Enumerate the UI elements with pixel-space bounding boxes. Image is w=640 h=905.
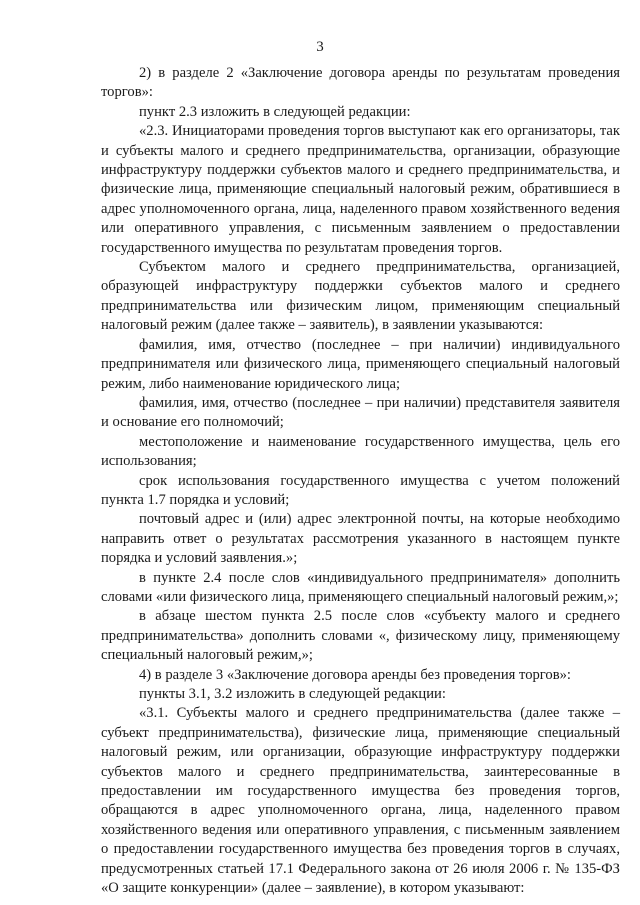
paragraph-point-2-3-text: «2.3. Инициаторами проведения торгов выступают как его организаторы, так и субъекты малого и среднего предпринимательства, организации, образующие инфраструктуру поддержки субъектов малого и среднего предпринимательства, и физические лица, применяющие специальный налоговый режим, обратившиеся в адрес уполномоченного органа, лица, наделенного правом хозяйственного ведения или оперативного управления, с письменным заявлением о предоставлении государственного имущества по результатам проведения торгов. — [101, 123, 620, 256]
paragraph-section-3-heading: 4) в разделе 3 «Заключение договора аренды без проведения торгов»: — [139, 666, 571, 683]
paragraph-list-item-address: почтовый адрес и (или) адрес электронной почты, на которые необходимо направить ответ о результатах рассмотрения указанного в настоящем пункте порядка и условий заявления.»; — [101, 511, 620, 567]
paragraph-list-item-name: фамилия, имя, отчество (последнее – при наличии) индивидуального предпринимателя или физического лица, применяющего специальный налоговый режим, либо наименование юридического лица; — [101, 336, 620, 392]
paragraph-list-item-term: срок использования государственного имущества с учетом положений пункта 1.7 порядка и условий; — [101, 472, 620, 508]
paragraph-section-2-heading: 2) в разделе 2 «Заключение договора аренды по результатам проведения торгов»: — [101, 65, 620, 101]
paragraph-list-item-representative: фамилия, имя, отчество (последнее – при наличии) представителя заявителя и основание его полномочий; — [101, 394, 620, 431]
paragraph-applicant-definition: Субъектом малого и среднего предпринимательства, организацией, образующей инфраструктуру поддержки субъектов малого и среднего предпринимательства или физическим лицом, применяющим специальный налоговый режим (далее также – заявитель), в заявлении указываются: — [101, 259, 620, 334]
paragraph-point-3-1-text: «3.1. Субъекты малого и среднего предпринимательства (далее также – субъект предпринимательства), физические лица, применяющие специальный налоговый режим, или организации, образующие инфраструктуру поддержки субъектов малого и среднего предпринимательства, заинтересованные в предоставлении им государственного имущества без проведения торгов, обращаются в адрес уполномоченного органа, лица, наделенного правом хозяйственного ведения или оперативного управления, с письменным заявлением о предоставлении государственного имущества без проведения торгов в случаях, предусмотренных статьей 17.1 Федерального закона от 26 июля 2006 г. № 135-ФЗ «О защите конкуренции» (далее – заявление), в котором указывают: — [101, 705, 620, 897]
paragraph-list-item-location: местоположение и наименование государственного имущества, цель его использования; — [101, 433, 620, 470]
paragraph-point-2-5-amendment: в абзаце шестом пункта 2.5 после слов «субъекту малого и среднего предпринимательства» дополнить словами «, физическому лицу, применяющему специальный налоговый режим,»; — [101, 608, 620, 664]
paragraph-point-2-3-intro: пункт 2.3 изложить в следующей редакции: — [139, 103, 411, 120]
page-number: 3 — [316, 39, 324, 55]
paragraph-points-3-1-3-2-intro: пункты 3.1, 3.2 изложить в следующей редакции: — [139, 686, 446, 702]
document-body — [101, 64, 620, 898]
paragraph-point-2-4-amendment: в пункте 2.4 после слов «индивидуального предпринимателя» дополнить словами «или физического лица, применяющего специальный налоговый режим,»; — [101, 569, 620, 605]
